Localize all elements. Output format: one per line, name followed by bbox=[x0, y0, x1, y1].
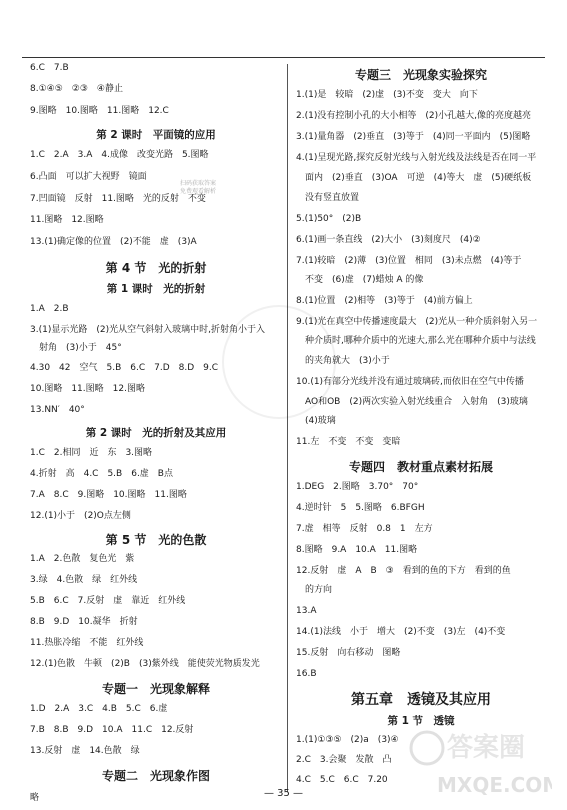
answer-line: 1.C 2.A 3.A 4.成像 改变光路 5.图略 bbox=[30, 150, 209, 160]
answer-line: 9.图略 10.图略 11.图略 12.C bbox=[30, 106, 169, 116]
answer-line: 11.左 不变 不变 变暗 bbox=[296, 437, 401, 447]
answer-line: 11.图略 12.图略 bbox=[30, 215, 104, 225]
section-heading: 专题一 光现象解释 bbox=[101, 682, 210, 696]
answer-line: 射角 (3)小于 45° bbox=[30, 343, 122, 353]
answer-line: 15.反射 向右移动 图略 bbox=[296, 648, 401, 658]
top-rule bbox=[22, 57, 545, 58]
answer-line: 面内 (2)垂直 (3)OA 可逆 (4)等大 虚 (5)硬纸板 bbox=[296, 173, 532, 183]
answer-line: 8.B 9.D 10.凝华 折射 bbox=[30, 617, 138, 627]
answer-line: 4.折射 高 4.C 5.B 6.虚 B点 bbox=[30, 469, 173, 479]
answer-line: 1.C 2.相同 近 东 3.图略 bbox=[30, 448, 153, 458]
answer-line: 3.(1)显示光路 (2)光从空气斜射入玻璃中时,折射角小于入 bbox=[30, 325, 265, 335]
answer-line: 12.反射 虚 A B ③ 看到的鱼的下方 看到的鱼 bbox=[296, 566, 511, 576]
answer-line: 1.DEG 2.图略 3.70° 70° bbox=[296, 482, 419, 492]
answer-line: 13.NN′ 40° bbox=[30, 405, 85, 415]
answer-line: 14.(1)法线 小于 增大 (2)不变 (3)左 (4)不变 bbox=[296, 627, 506, 637]
answer-line: 3.绿 4.色散 绿 红外线 bbox=[30, 575, 138, 585]
section-heading: 第 1 节 透镜 bbox=[387, 715, 455, 727]
answer-line: 的方向 bbox=[296, 585, 333, 595]
answer-line: 12.(1)色散 牛顿 (2)B (3)紫外线 能使荧光物质发光 bbox=[30, 659, 260, 669]
answer-line: 7.虚 相等 反射 0.8 1 左方 bbox=[296, 524, 433, 534]
answer-line: 9.(1)光在真空中传播速度最大 (2)光从一种介质斜射入另一 bbox=[296, 317, 538, 327]
section-heading: 专题三 光现象实验探究 bbox=[354, 68, 487, 82]
watermark-small-text: 扫码获取答案 免费观看解析 bbox=[180, 180, 217, 195]
answer-line: 7.凹面镜 反射 11.图略 光的反射 不变 bbox=[30, 194, 206, 204]
answer-line: AO和OB (2)两次实验入射光线重合 入射角 (3)玻璃 bbox=[296, 397, 528, 407]
answer-line: 1.A 2.B bbox=[30, 304, 69, 314]
answer-line: 1.(1)①③⑤ (2)a (3)④ bbox=[296, 735, 399, 745]
answer-line: 1.A 2.色散 复色光 紫 bbox=[30, 554, 135, 564]
answer-line: 8.(1)位置 (2)相等 (3)等于 (4)前方偏上 bbox=[296, 296, 473, 306]
answer-line: 16.B bbox=[296, 669, 317, 679]
answer-line: 5.B 6.C 7.反射 虚 靠近 红外线 bbox=[30, 596, 186, 606]
answer-line: (4)玻璃 bbox=[296, 416, 336, 426]
watermark-circle bbox=[222, 305, 336, 419]
answer-line: 的夹角就大 (3)小于 bbox=[296, 356, 390, 366]
answer-line: 13.反射 虚 14.色散 绿 bbox=[30, 746, 140, 756]
answer-line: 11.热胀冷缩 不能 红外线 bbox=[30, 638, 144, 648]
answer-line: 4.C 5.C 6.C 7.20 bbox=[296, 775, 388, 785]
section-heading: 专题二 光现象作图 bbox=[101, 769, 210, 783]
svg-text:MXQE.COM: MXQE.COM bbox=[437, 773, 552, 797]
svg-text:答案圈: 答案圈 bbox=[447, 733, 526, 763]
answer-line: 4.(1)呈现光路,探究反射光线与入射光线及法线是否在同一平 bbox=[296, 153, 537, 163]
answer-line: 6.凸面 可以扩大视野 镜面 bbox=[30, 172, 147, 182]
answer-line: 8.图略 9.A 10.A 11.图略 bbox=[296, 545, 418, 555]
answer-line: 2.(1)没有控制小孔的大小相等 (2)小孔越大,像的亮度越亮 bbox=[296, 111, 531, 121]
section-heading: 第 2 课时 光的折射及其应用 bbox=[85, 427, 227, 439]
section-heading: 第 5 节 光的色散 bbox=[105, 533, 207, 547]
answer-line: 8.①④⑤ ②③ ④静止 bbox=[30, 84, 123, 94]
section-heading: 第 1 课时 光的折射 bbox=[106, 283, 206, 295]
answer-line: 6.C 7.B bbox=[30, 63, 69, 73]
answer-line: 7.A 8.C 9.图略 10.图略 11.图略 bbox=[30, 490, 187, 500]
chapter-heading: 第五章 透镜及其应用 bbox=[351, 692, 491, 708]
answer-line: 没有竖直放置 bbox=[296, 193, 360, 203]
answer-line: 7.(1)较暗 (2)薄 (3)位置 相同 (3)未点燃 (4)等于 bbox=[296, 256, 522, 266]
answer-line: 不变 (6)虚 (7)蜡烛 A 的像 bbox=[296, 275, 424, 285]
answer-line: 1.D 2.A 3.C 4.B 5.C 6.虚 bbox=[30, 704, 168, 714]
section-heading: 第 4 节 光的折射 bbox=[105, 261, 207, 275]
answer-line: 种介质时,哪种介质中的光速大,那么光在哪种介质中与法线 bbox=[296, 336, 536, 346]
answer-line: 10.(1)有部分光线并没有通过玻璃砖,而依旧在空气中传播 bbox=[296, 377, 524, 387]
answer-line: 5.(1)50° (2)B bbox=[296, 214, 362, 224]
column-divider bbox=[287, 64, 288, 792]
section-heading: 专题四 教材重点素材拓展 bbox=[348, 460, 493, 474]
answer-line: 7.B 8.B 9.D 10.A 11.C 12.反射 bbox=[30, 725, 194, 735]
section-heading: 第 2 课时 平面镜的应用 bbox=[96, 129, 216, 141]
answer-line: 略 bbox=[30, 793, 40, 803]
page-number: — 35 — bbox=[263, 788, 304, 799]
answer-line: 6.(1)画一条直线 (2)大小 (3)刻度尺 (4)② bbox=[296, 235, 481, 245]
answer-line: 12.(1)小于 (2)O点左侧 bbox=[30, 511, 131, 521]
answer-line: 13.A bbox=[296, 606, 317, 616]
answer-line: 4.30 42 空气 5.B 6.C 7.D 8.D 9.C bbox=[30, 363, 219, 373]
answer-line: 10.图略 11.图略 12.图略 bbox=[30, 384, 145, 394]
answer-line: 3.(1)量角器 (2)垂直 (3)等于 (4)同一平面内 (5)图略 bbox=[296, 132, 531, 142]
answer-line: 4.逆时针 5 5.图略 6.BFGH bbox=[296, 503, 425, 513]
answer-line: 13.(1)确定像的位置 (2)不能 虚 (3)A bbox=[30, 237, 197, 247]
answer-line: 1.(1)是 较暗 (2)虚 (3)不变 变大 向下 bbox=[296, 90, 478, 100]
answer-line: 2.C 3.会聚 发散 凸 bbox=[296, 755, 392, 765]
